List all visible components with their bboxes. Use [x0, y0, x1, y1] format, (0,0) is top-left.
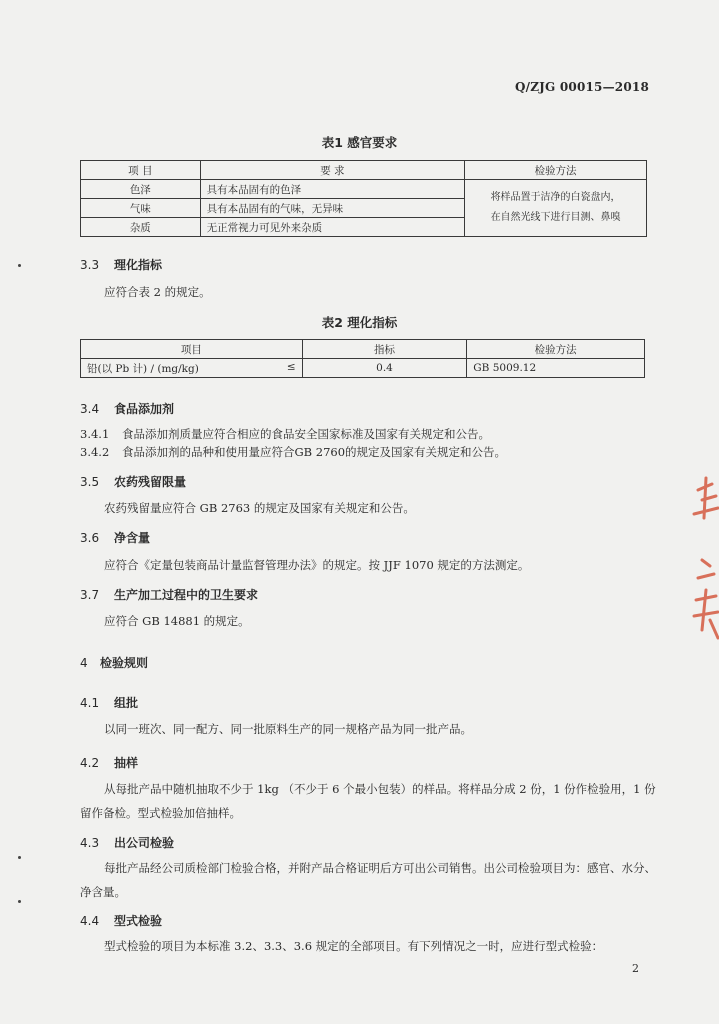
table2-operator: ≤: [286, 360, 296, 373]
subsection-number: 3.4.1: [80, 427, 110, 441]
physchem-table: [80, 339, 645, 378]
table2-header-method: 检验方法: [467, 340, 645, 359]
section-title: 生产加工过程中的卫生要求: [114, 588, 259, 602]
section-3-6-heading: [80, 529, 150, 546]
section-4-3-heading: [80, 834, 174, 851]
section-4-1-heading: [80, 694, 138, 711]
table1-item: 杂质: [81, 218, 201, 237]
section-title: 净含量: [114, 531, 151, 545]
table2-caption: 表2 理化指标: [321, 315, 398, 330]
table1-method-cell: [465, 180, 647, 237]
section-4-4-text: 型式检验的项目为本标准 3.2、3.3、3.6 规定的全部项目。有下列情况之一时，应进行型式检验：: [104, 939, 604, 953]
doc-code: Q/ZJG 00015—2018: [514, 80, 649, 94]
table1-caption: 表1 感官要求: [321, 135, 398, 150]
table2-header-index: 指标: [302, 340, 467, 359]
subsection-text: 食品添加剂的品种和使用量应符合GB 2760的规定及国家有关规定和公告。: [122, 445, 507, 459]
section-3-5-heading: [80, 473, 186, 490]
section-4-4-heading: [80, 912, 162, 929]
table1-method-line2: 在自然光线下进行目测、鼻嗅: [490, 212, 621, 223]
section-4-2-heading: [80, 754, 138, 771]
section-3-4-2: [80, 444, 506, 460]
section-number: 4: [80, 656, 88, 670]
section-3-7-heading: [80, 586, 258, 603]
section-title: 出公司检验: [114, 836, 175, 850]
seal-stamp-icon: [688, 470, 719, 660]
table2-item: 铅(以 Pb 计) / (mg/kg): [87, 362, 199, 375]
table1-header-row: [81, 161, 647, 180]
section-number: 4.4: [80, 914, 100, 928]
section-number: 3.7: [80, 588, 100, 602]
subsection-text: 食品添加剂质量应符合相应的食品安全国家标准及国家有关规定和公告。: [122, 427, 490, 441]
table1-item: 色泽: [81, 180, 201, 199]
table2-value: 0.4: [302, 359, 467, 378]
section-4-1-text: 以同一班次、同一配方、同一批原料生产的同一规格产品为同一批产品。: [104, 722, 472, 736]
section-title: 农药残留限量: [114, 475, 187, 489]
section-3-3-text: 应符合表 2 的规定。: [104, 285, 211, 299]
scan-dot: [18, 856, 21, 859]
section-number: 3.5: [80, 475, 100, 489]
table1-req: 无正常视力可见外来杂质: [200, 218, 465, 237]
table2-header-row: [81, 340, 645, 359]
section-title: 食品添加剂: [114, 402, 175, 416]
section-4-3-text: 每批产品经公司质检部门检验合格，并附产品合格证明后方可出公司销售。出公司检验项目为：感官、水分、净含量。: [80, 861, 656, 899]
section-3-4-1: [80, 426, 490, 442]
section-title: 组批: [114, 696, 139, 710]
section-title: 型式检验: [114, 914, 163, 928]
table2-item-cell: [81, 359, 303, 378]
section-4-heading: [80, 654, 148, 671]
page-number: 2: [632, 962, 639, 975]
table-row: [81, 359, 645, 378]
sensory-table: [80, 160, 647, 237]
section-number: 4.1: [80, 696, 100, 710]
section-title: 理化指标: [114, 258, 163, 272]
table1-header-method: 检验方法: [465, 161, 647, 180]
subsection-number: 3.4.2: [80, 445, 110, 459]
section-3-4-heading: [80, 400, 174, 417]
section-number: 4.3: [80, 836, 100, 850]
section-4-2-text: 从每批产品中随机抽取不少于 1kg （不少于 6 个最小包装）的样品。将样品分成 2 份，1 份作检验用，1 份留作备检。型式检验加倍抽样。: [80, 782, 656, 820]
table1-req: 具有本品固有的色泽: [200, 180, 465, 199]
section-3-7-text: 应符合 GB 14881 的规定。: [104, 614, 250, 628]
table-row: [81, 180, 647, 199]
section-number: 4.2: [80, 756, 100, 770]
section-3-3-heading: [80, 256, 162, 273]
table1-req: 具有本品固有的气味，无异味: [200, 199, 465, 218]
section-number: 3.6: [80, 531, 100, 545]
table1-header-req: 要 求: [200, 161, 465, 180]
section-3-5-text: 农药残留量应符合 GB 2763 的规定及国家有关规定和公告。: [104, 501, 415, 515]
section-3-6-text: 应符合《定量包装商品计量监督管理办法》的规定。按 JJF 1070 规定的方法测定。: [104, 558, 530, 572]
table1-item: 气味: [81, 199, 201, 218]
scan-dot: [18, 900, 21, 903]
section-title: 抽样: [114, 756, 139, 770]
table1-header-item: 项 目: [81, 161, 201, 180]
table2-header-item: 项目: [81, 340, 303, 359]
scan-dot: [18, 264, 21, 267]
table1-method-line1: 将样品置于洁净的白瓷盘内，: [490, 192, 621, 203]
section-title: 检验规则: [100, 656, 149, 670]
section-number: 3.3: [80, 258, 100, 272]
table2-method: GB 5009.12: [467, 359, 645, 378]
section-number: 3.4: [80, 402, 100, 416]
